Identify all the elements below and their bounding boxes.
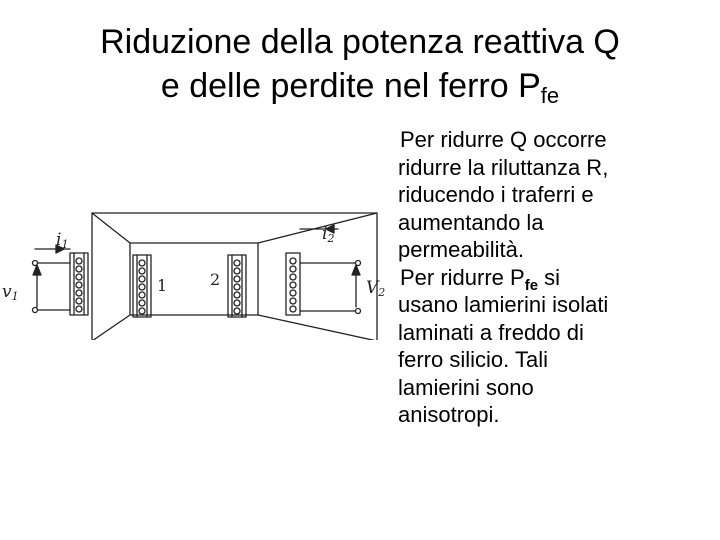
core-corner-line — [258, 315, 377, 340]
transformer-sketch — [0, 205, 390, 340]
title-line-2-main: e delle perdite nel ferro P — [160, 67, 541, 105]
core-corner-line — [92, 213, 130, 243]
text-line: anisotropi. — [398, 402, 500, 427]
voltage-v2-label: V2 — [366, 278, 386, 299]
title-line-1: Riduzione della potenza reattiva Q — [100, 23, 620, 61]
text-line: Per ridurre Q occorre — [400, 127, 607, 152]
core-corner-line — [92, 315, 130, 340]
winding-2-label: 2 — [210, 270, 221, 289]
current-i1-label: i1 — [56, 230, 69, 251]
text-line: ferro silicio. Tali — [398, 347, 548, 372]
text-line: aumentando la — [398, 209, 544, 235]
primary-winding-inner — [133, 255, 151, 317]
text-line — [400, 264, 698, 292]
paragraph-1 — [398, 126, 698, 264]
body-text — [398, 126, 698, 429]
text-line: usano lamierini isolati — [398, 292, 609, 317]
title-line-2 — [0, 64, 720, 108]
paragraph-2 — [398, 264, 698, 429]
secondary-winding-outer — [286, 253, 300, 315]
text-subscript: fe — [524, 276, 539, 294]
text-line: lamierini sono — [398, 374, 534, 400]
primary-winding-outer — [70, 253, 88, 315]
core-inner-window — [130, 243, 258, 315]
text-line: permeabilità. — [398, 237, 524, 262]
voltage-v1-label: v1 — [2, 282, 19, 303]
text-segment: si — [538, 264, 561, 290]
primary-terminals — [33, 245, 71, 313]
text-line: laminati a freddo di — [398, 319, 584, 345]
core-corner-line — [258, 213, 377, 243]
winding-1-label: 1 — [157, 276, 168, 295]
text-segment: Per ridurre P — [400, 264, 525, 290]
page-title — [0, 20, 720, 108]
title-subscript: fe — [540, 83, 560, 108]
secondary-winding-inner — [228, 255, 246, 317]
text-line: riducendo i traferri e — [398, 182, 594, 207]
text-line: ridurre la riluttanza R, — [398, 154, 609, 180]
current-i2-label: i2 — [322, 224, 335, 245]
